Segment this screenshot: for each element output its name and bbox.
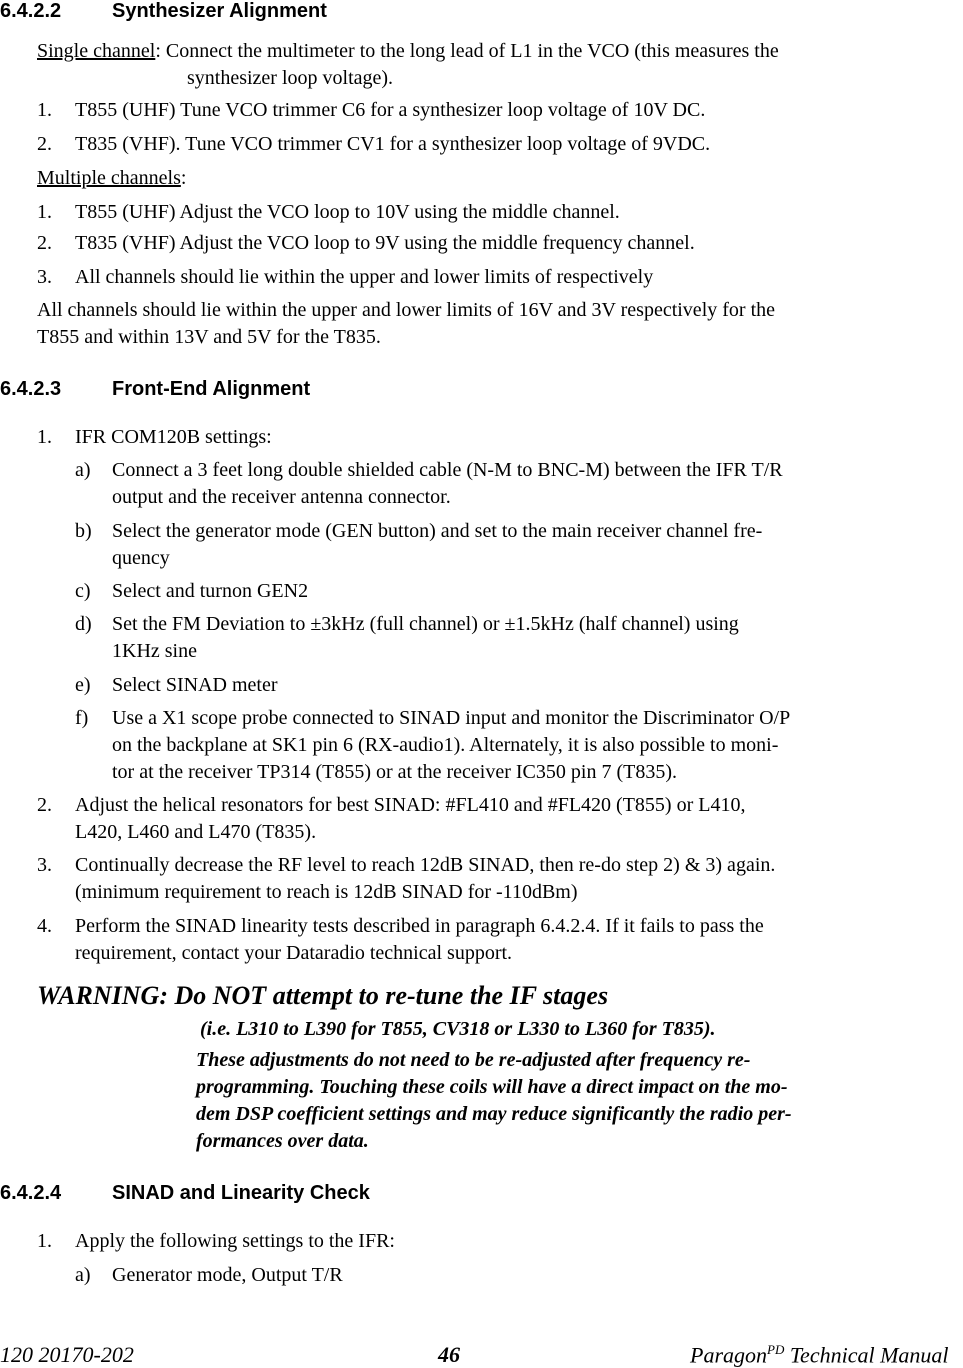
paragraph-line: T855 and within 13V and 5V for the T835. xyxy=(37,326,381,348)
list-item-number: 1. xyxy=(37,201,52,223)
sub-item: Select SINAD meter xyxy=(112,674,278,696)
warning-line: (i.e. L310 to L390 for T855, CV318 or L330 to L360 for T835). xyxy=(200,1018,716,1040)
single-channel-text-cont: synthesizer loop voltage). xyxy=(187,67,394,89)
section-number: 6.4.2.3 xyxy=(0,378,62,400)
sub-item-cont: quency xyxy=(112,547,170,569)
warning-line: programming. Touching these coils will have a direct impact on the mo- xyxy=(196,1076,788,1098)
sub-item: Set the FM Deviation to ±3kHz (full channel) or ±1.5kHz (half channel) using xyxy=(112,613,739,635)
list-item: Perform the SINAD linearity tests described in paragraph 6.4.2.4. If it fails to pass the xyxy=(75,915,764,937)
sub-item-cont: on the backplane at SK1 pin 6 (RX-audio1). Alternately, it is also possible to moni- xyxy=(112,734,779,756)
list-item: T855 (UHF) Tune VCO trimmer C6 for a synthesizer loop voltage of 10V DC. xyxy=(75,99,706,121)
section-title: Front-End Alignment xyxy=(112,378,311,400)
sub-item-letter: e) xyxy=(75,674,91,696)
sub-item-letter: b) xyxy=(75,520,92,542)
list-item: Apply the following settings to the IFR: xyxy=(75,1230,395,1252)
sub-item-letter: c) xyxy=(75,580,91,602)
list-item-number: 2. xyxy=(37,133,52,155)
sub-item: Select and turnon GEN2 xyxy=(112,580,309,602)
list-item: T855 (UHF) Adjust the VCO loop to 10V using the middle channel. xyxy=(75,201,620,223)
sub-item: Use a X1 scope probe connected to SINAD input and monitor the Discriminator O/P xyxy=(112,707,791,729)
sub-item-letter: a) xyxy=(75,459,91,481)
sub-item-cont: 1KHz sine xyxy=(112,640,197,662)
warning-line: formances over data. xyxy=(196,1130,369,1152)
footer-page-number: 46 xyxy=(438,1342,460,1367)
list-item-number: 3. xyxy=(37,854,52,876)
list-item-number: 1. xyxy=(37,1230,52,1252)
list-item-number: 1. xyxy=(37,426,52,448)
list-item-cont: requirement, contact your Dataradio technical support. xyxy=(75,942,513,964)
list-item: T835 (VHF). Tune VCO trimmer CV1 for a synthesizer loop voltage of 9VDC. xyxy=(75,133,711,155)
warning-line: These adjustments do not need to be re-adjusted after frequency re- xyxy=(196,1049,751,1071)
list-item: IFR COM120B settings: xyxy=(75,426,272,448)
single-channel-text: : Connect the multimeter to the long lead of L1 in the VCO (this measures the xyxy=(155,40,779,62)
sub-item-letter: a) xyxy=(75,1264,91,1286)
sub-item-cont: output and the receiver antenna connector. xyxy=(112,486,451,508)
list-item-number: 4. xyxy=(37,915,52,937)
list-item-number: 3. xyxy=(37,266,52,288)
footer-manual-title: Paragon$^{PD}$ Technical Manual xyxy=(690,1342,949,1368)
paragraph-line: All channels should lie within the upper and lower limits of 16V and 3V respectively for the xyxy=(37,299,775,321)
list-item: Adjust the helical resonators for best SINAD: #FL410 and #FL420 (T855) or L410, xyxy=(75,794,746,816)
footer-doc-number: 120 20170-202 xyxy=(0,1342,134,1367)
single-channel-label: Single channel xyxy=(37,40,156,62)
list-item-cont: (minimum requirement to reach is 12dB SINAD for -110dBm) xyxy=(75,881,578,903)
section-title: SINAD and Linearity Check xyxy=(112,1182,370,1204)
sub-item-cont: tor at the receiver TP314 (T855) or at the receiver IC350 pin 7 (T835). xyxy=(112,761,677,783)
list-item-number: 2. xyxy=(37,794,52,816)
sub-item-letter: d) xyxy=(75,613,92,635)
list-item-cont: L420, L460 and L470 (T835). xyxy=(75,821,317,843)
multiple-channels-label: Multiple channels xyxy=(37,167,181,189)
warning-title: WARNING: Do NOT attempt to re-tune the IF stages xyxy=(37,981,609,1010)
sub-item-letter: f) xyxy=(75,707,89,729)
sub-item: Connect a 3 feet long double shielded cable (N-M to BNC-M) between the IFR T/R xyxy=(112,459,783,481)
list-item: T835 (VHF) Adjust the VCO loop to 9V using the middle frequency channel. xyxy=(75,232,695,254)
section-number: 6.4.2.4 xyxy=(0,1182,62,1204)
sub-item: Generator mode, Output T/R xyxy=(112,1264,343,1286)
section-number: 6.4.2.2 xyxy=(0,0,62,22)
list-item: Continually decrease the RF level to reach 12dB SINAD, then re-do step 2) & 3) again. xyxy=(75,854,776,876)
multiple-channels-label-line: Multiple channels: xyxy=(37,167,187,189)
list-item-number: 1. xyxy=(37,99,52,121)
list-item: All channels should lie within the upper and lower limits of respectively xyxy=(75,266,654,288)
section-title: Synthesizer Alignment xyxy=(112,0,327,22)
single-channel-paragraph xyxy=(37,38,779,65)
warning-line: dem DSP coefficient settings and may reduce significantly the radio per- xyxy=(196,1103,792,1125)
list-item-number: 2. xyxy=(37,232,52,254)
sub-item: Select the generator mode (GEN button) and set to the main receiver channel fre- xyxy=(112,520,763,542)
